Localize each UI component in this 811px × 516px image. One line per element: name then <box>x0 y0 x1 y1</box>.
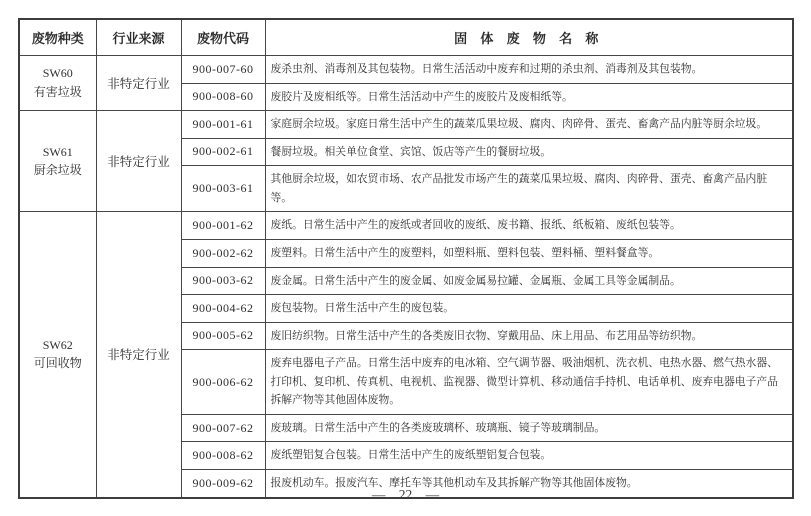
category-code: SW62 <box>42 337 73 352</box>
category-name: 厨余垃圾 <box>33 163 82 178</box>
waste-name-cell: 报废机动车。报废汽车、摩托车等其他机动车及其拆解产物等其他固体废物。 <box>265 470 793 498</box>
waste-code-cell: 900-007-60 <box>181 56 265 84</box>
table-row <box>19 111 793 139</box>
waste-name-cell: 废纸。日常生活中产生的废纸或者回收的废纸、废书籍、报纸、纸板箱、废纸包装等。 <box>265 212 793 240</box>
waste-name-cell: 废弃电器电子产品。日常生活中废弃的电冰箱、空气调节器、吸油烟机、洗衣机、电热水器、燃气热水器、打印机、复印机、传真机、电视机、监视器、微型计算机、移动通信手持机、电话单机、废弃电器电子产品拆解产物等其他固体废物。 <box>265 350 793 415</box>
waste-code-cell: 900-003-62 <box>181 267 265 295</box>
waste-name-cell: 废塑料。日常生活中产生的废塑料，如塑料瓶、塑料包装、塑料桶、塑料餐盒等。 <box>265 239 793 267</box>
waste-name-cell: 废包装物。日常生活中产生的废包装。 <box>265 295 793 323</box>
category-name: 有害垃圾 <box>33 85 82 100</box>
waste-category-cell-sw60 <box>19 56 96 111</box>
waste-category-cell-sw61 <box>19 111 96 212</box>
header-industry-source: 行业来源 <box>96 19 181 56</box>
waste-name-cell: 废旧纺织物。日常生活中产生的各类废旧衣物、穿戴用品、床上用品、布艺用品等纺织物。 <box>265 322 793 350</box>
page-number: — 22 — <box>371 487 440 502</box>
waste-code-cell: 900-005-62 <box>181 322 265 350</box>
industry-source-cell: 非特定行业 <box>96 56 181 111</box>
waste-code-cell: 900-007-62 <box>181 414 265 442</box>
waste-name-cell: 废杀虫剂、消毒剂及其包装物。日常生活活动中废弃和过期的杀虫剂、消毒剂及其包装物。 <box>265 56 793 84</box>
industry-source-cell: 非特定行业 <box>96 212 181 498</box>
waste-name-cell: 废纸塑铝复合包装。日常生活中产生的废纸塑铝复合包装。 <box>265 442 793 470</box>
table-header-row <box>19 19 793 56</box>
category-code: SW61 <box>42 144 73 159</box>
waste-code-cell: 900-001-61 <box>181 111 265 139</box>
waste-code-cell: 900-009-62 <box>181 470 265 498</box>
header-waste-code: 废物代码 <box>181 19 265 56</box>
waste-name-cell: 餐厨垃圾。相关单位食堂、宾馆、饭店等产生的餐厨垃圾。 <box>265 138 793 166</box>
table-row <box>19 56 793 84</box>
table-row <box>19 212 793 240</box>
waste-code-cell: 900-002-62 <box>181 239 265 267</box>
waste-name-cell: 家庭厨余垃圾。家庭日常生活中产生的蔬菜瓜果垃圾、腐肉、肉碎骨、蛋壳、畜禽产品内脏等厨余垃圾。 <box>265 111 793 139</box>
header-solid-waste-name: 固 体 废 物 名 称 <box>265 19 793 56</box>
waste-name-cell: 废胶片及废相纸等。日常生活活动中产生的废胶片及废相纸等。 <box>265 83 793 111</box>
waste-code-cell: 900-002-61 <box>181 138 265 166</box>
waste-name-cell: 废金属。日常生活中产生的废金属、如废金属易拉罐、金属瓶、金属工具等金属制品。 <box>265 267 793 295</box>
waste-name-cell: 其他厨余垃圾，如农贸市场、农产品批发市场产生的蔬菜瓜果垃圾、腐肉、肉碎骨、蛋壳、畜禽产品内脏等。 <box>265 166 793 212</box>
waste-name-cell: 废玻璃。日常生活中产生的各类废玻璃杯、玻璃瓶、镜子等玻璃制品。 <box>265 414 793 442</box>
header-waste-category: 废物种类 <box>19 19 96 56</box>
waste-code-cell: 900-006-62 <box>181 350 265 415</box>
category-name: 可回收物 <box>33 356 82 371</box>
waste-code-cell: 900-008-62 <box>181 442 265 470</box>
waste-code-cell: 900-008-60 <box>181 83 265 111</box>
category-code: SW60 <box>42 66 73 81</box>
solid-waste-classification-table <box>18 18 794 499</box>
waste-category-cell-sw62 <box>19 212 96 498</box>
industry-source-cell: 非特定行业 <box>96 111 181 212</box>
waste-code-cell: 900-001-62 <box>181 212 265 240</box>
waste-code-cell: 900-003-61 <box>181 166 265 212</box>
waste-code-cell: 900-004-62 <box>181 295 265 323</box>
